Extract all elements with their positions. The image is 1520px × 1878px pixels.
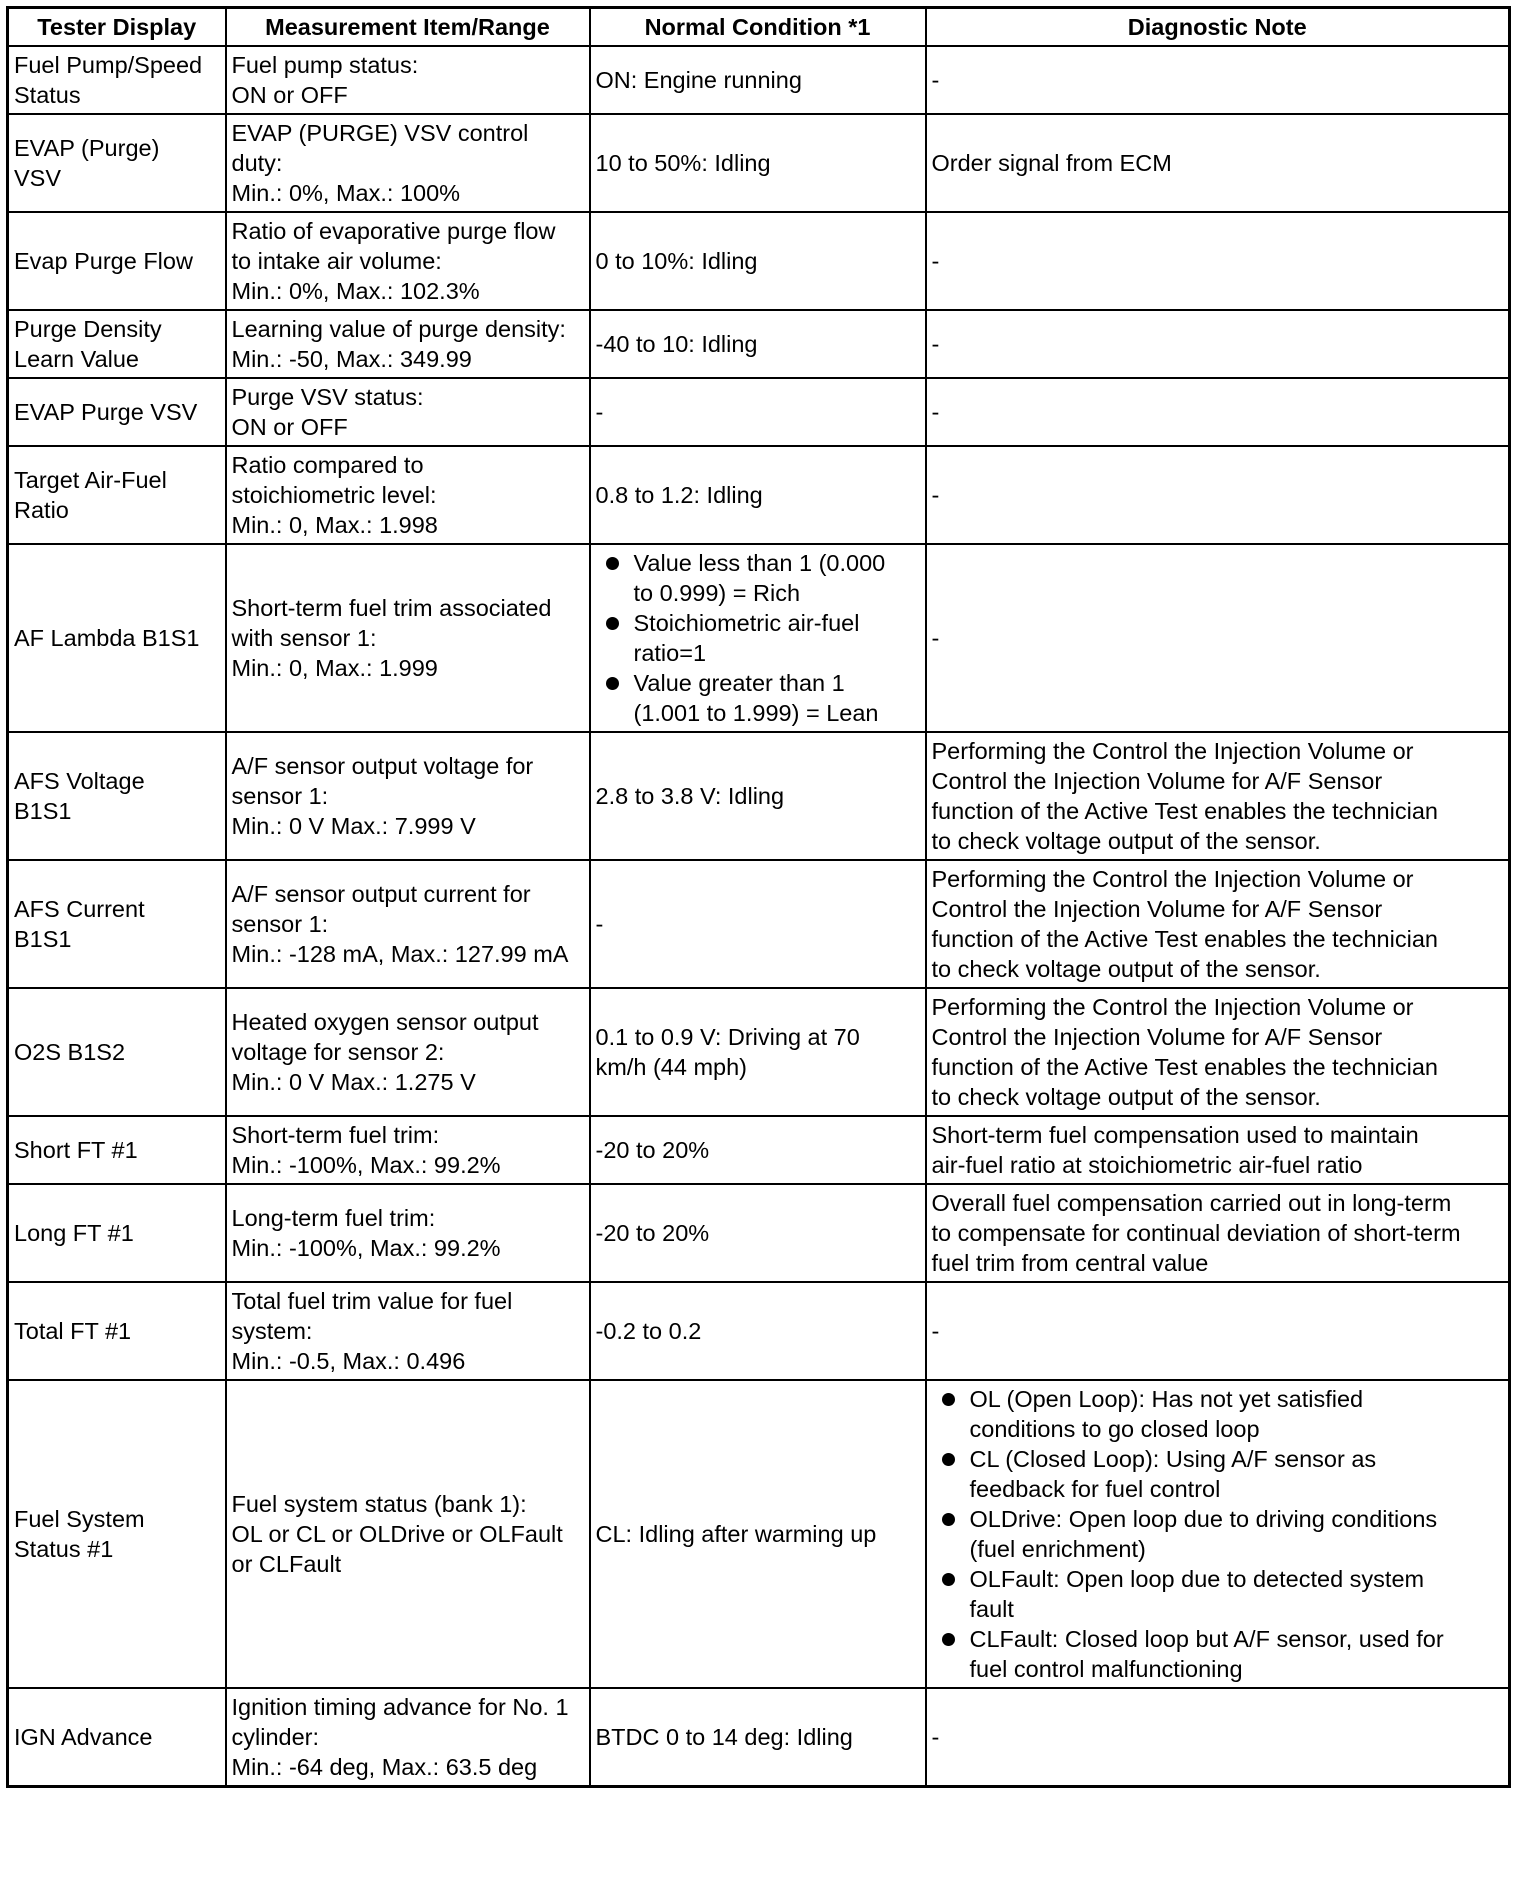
- cell-text-line: Short-term fuel trim:: [231, 1122, 440, 1148]
- cell-measurement-item: [226, 446, 590, 544]
- table-row: [8, 1116, 1510, 1184]
- cell-text-line: to intake air volume:: [231, 248, 442, 274]
- cell-measurement-item: [226, 46, 590, 114]
- cell-text-line: Performing the Control the Injection Volume or: [931, 738, 1414, 764]
- cell-text-line: (1.001 to 1.999) = Lean: [633, 700, 879, 726]
- cell-text-line: Min.: 0, Max.: 1.999: [231, 655, 438, 681]
- cell-text-line: -20 to 20%: [595, 1220, 710, 1246]
- cell-normal-condition: [590, 1282, 926, 1380]
- bullet-dot-icon: [606, 617, 619, 630]
- cell-text-line: 0.1 to 0.9 V: Driving at 70: [595, 1024, 860, 1050]
- cell-text-line: Purge Density: [14, 316, 162, 342]
- cell-text-line: Value greater than 1: [633, 670, 845, 696]
- bullet-dot-icon: [606, 557, 619, 570]
- cell-text-line: -: [931, 625, 940, 651]
- cell-text-line: with sensor 1:: [231, 625, 377, 651]
- cell-measurement-item: [226, 1282, 590, 1380]
- bullet-item: [932, 1384, 1504, 1444]
- cell-text-line: A/F sensor output current for: [231, 881, 531, 907]
- column-header-diagnostic-note: Diagnostic Note: [926, 8, 1510, 47]
- cell-measurement-item: [226, 378, 590, 446]
- cell-text-line: -: [931, 482, 940, 508]
- cell-text-line: B1S1: [14, 926, 72, 952]
- cell-text-line: 10 to 50%: Idling: [595, 150, 771, 176]
- cell-diagnostic-note: [926, 446, 1510, 544]
- table-row: [8, 860, 1510, 988]
- cell-measurement-item: [226, 860, 590, 988]
- cell-text-line: IGN Advance: [14, 1724, 153, 1750]
- cell-text-line: Fuel System: [14, 1506, 145, 1532]
- cell-text-line: OLFault: Open loop due to detected system: [969, 1566, 1425, 1592]
- cell-measurement-item: [226, 212, 590, 310]
- cell-text-line: Status: [14, 82, 81, 108]
- cell-tester-display: [8, 114, 226, 212]
- cell-text-line: function of the Active Test enables the technician: [931, 1054, 1438, 1080]
- cell-measurement-item: [226, 732, 590, 860]
- cell-normal-condition: [590, 1116, 926, 1184]
- cell-normal-condition: [590, 446, 926, 544]
- cell-tester-display: [8, 1282, 226, 1380]
- cell-text-line: Min.: 0 V Max.: 7.999 V: [231, 813, 476, 839]
- cell-text-line: Min.: 0%, Max.: 100%: [231, 180, 461, 206]
- cell-normal-condition: [590, 378, 926, 446]
- bullet-list: [596, 548, 920, 728]
- cell-text-line: to check voltage output of the sensor.: [931, 956, 1321, 982]
- bullet-item: [932, 1564, 1504, 1624]
- cell-diagnostic-note: [926, 544, 1510, 732]
- cell-text-line: OLDrive: Open loop due to driving conditions: [969, 1506, 1438, 1532]
- cell-text-line: function of the Active Test enables the technician: [931, 926, 1438, 952]
- cell-text-line: Short-term fuel trim associated: [231, 595, 552, 621]
- cell-text-line: Fuel pump status:: [231, 52, 419, 78]
- cell-text-line: VSV: [14, 165, 62, 191]
- table-row: [8, 1380, 1510, 1688]
- cell-text-line: fuel control malfunctioning: [969, 1656, 1243, 1682]
- cell-text-line: Min.: -50, Max.: 349.99: [231, 346, 472, 372]
- cell-text-line: 0 to 10%: Idling: [595, 248, 758, 274]
- cell-text-line: conditions to go closed loop: [969, 1416, 1260, 1442]
- cell-text-line: Ratio: [14, 497, 69, 523]
- cell-measurement-item: [226, 1688, 590, 1787]
- cell-measurement-item: [226, 1380, 590, 1688]
- cell-text-line: Min.: 0 V Max.: 1.275 V: [231, 1069, 476, 1095]
- cell-text-line: Min.: -100%, Max.: 99.2%: [231, 1152, 501, 1178]
- cell-text-line: -: [931, 399, 940, 425]
- cell-text-line: Min.: -64 deg, Max.: 63.5 deg: [231, 1754, 538, 1780]
- cell-text-line: AFS Current: [14, 896, 145, 922]
- cell-text-line: Ignition timing advance for No. 1: [231, 1694, 569, 1720]
- cell-text-line: Control the Injection Volume for A/F Sensor: [931, 896, 1383, 922]
- bullet-dot-icon: [942, 1393, 955, 1406]
- column-header-normal-condition: Normal Condition *1: [590, 8, 926, 47]
- cell-measurement-item: [226, 1116, 590, 1184]
- cell-text-line: Learn Value: [14, 346, 139, 372]
- bullet-item: [596, 668, 920, 728]
- cell-text-line: Min.: -100%, Max.: 99.2%: [231, 1235, 501, 1261]
- cell-normal-condition: [590, 1184, 926, 1282]
- table-row: [8, 212, 1510, 310]
- cell-text-line: function of the Active Test enables the technician: [931, 798, 1438, 824]
- cell-text-line: Purge VSV status:: [231, 384, 424, 410]
- cell-normal-condition: [590, 860, 926, 988]
- cell-diagnostic-note: [926, 988, 1510, 1116]
- cell-tester-display: [8, 1688, 226, 1787]
- cell-text-line: Min.: 0, Max.: 1.998: [231, 512, 438, 538]
- cell-text-line: 0.8 to 1.2: Idling: [595, 482, 763, 508]
- table-row: [8, 114, 1510, 212]
- bullet-dot-icon: [942, 1633, 955, 1646]
- cell-text-line: to 0.999) = Rich: [633, 580, 801, 606]
- cell-text-line: to check voltage output of the sensor.: [931, 1084, 1321, 1110]
- cell-diagnostic-note: [926, 378, 1510, 446]
- cell-tester-display: [8, 1184, 226, 1282]
- cell-text-line: CL: Idling after warming up: [595, 1521, 877, 1547]
- cell-text-line: Min.: -0.5, Max.: 0.496: [231, 1348, 466, 1374]
- cell-text-line: ON: Engine running: [595, 67, 802, 93]
- cell-text-line: -20 to 20%: [595, 1137, 710, 1163]
- cell-text-line: BTDC 0 to 14 deg: Idling: [595, 1724, 853, 1750]
- cell-text-line: -40 to 10: Idling: [595, 331, 758, 357]
- bullet-item: [932, 1504, 1504, 1564]
- bullet-text: [970, 1624, 1504, 1684]
- cell-text-line: Short FT #1: [14, 1137, 138, 1163]
- cell-text-line: A/F sensor output voltage for: [231, 753, 534, 779]
- cell-diagnostic-note: [926, 860, 1510, 988]
- bullet-text: [634, 548, 920, 608]
- cell-text-line: CLFault: Closed loop but A/F sensor, used for: [969, 1626, 1444, 1652]
- table-row: [8, 732, 1510, 860]
- cell-text-line: Overall fuel compensation carried out in long-term: [931, 1190, 1452, 1216]
- cell-text-line: (fuel enrichment): [969, 1536, 1146, 1562]
- cell-normal-condition: [590, 988, 926, 1116]
- bullet-list: [932, 1384, 1504, 1684]
- table-row: [8, 46, 1510, 114]
- cell-text-line: -: [931, 248, 940, 274]
- cell-normal-condition: [590, 1688, 926, 1787]
- cell-text-line: Target Air-Fuel: [14, 467, 167, 493]
- cell-text-line: sensor 1:: [231, 911, 329, 937]
- table-row: [8, 1282, 1510, 1380]
- cell-text-line: -: [931, 331, 940, 357]
- cell-text-line: Long-term fuel trim:: [231, 1205, 436, 1231]
- cell-text-line: -: [931, 1318, 940, 1344]
- table-header-row: [8, 8, 1510, 47]
- bullet-text: [970, 1444, 1504, 1504]
- bullet-text: [634, 668, 920, 728]
- table-row: [8, 988, 1510, 1116]
- cell-text-line: km/h (44 mph): [595, 1054, 747, 1080]
- bullet-dot-icon: [942, 1513, 955, 1526]
- cell-text-line: Total fuel trim value for fuel: [231, 1288, 513, 1314]
- cell-text-line: Ratio of evaporative purge flow: [231, 218, 556, 244]
- cell-text-line: cylinder:: [231, 1724, 320, 1750]
- cell-normal-condition: [590, 732, 926, 860]
- cell-text-line: sensor 1:: [231, 783, 329, 809]
- cell-normal-condition: [590, 46, 926, 114]
- cell-tester-display: [8, 544, 226, 732]
- cell-normal-condition: [590, 212, 926, 310]
- cell-text-line: Control the Injection Volume for A/F Sensor: [931, 768, 1383, 794]
- cell-text-line: AF Lambda B1S1: [14, 625, 200, 651]
- cell-text-line: Control the Injection Volume for A/F Sensor: [931, 1024, 1383, 1050]
- cell-text-line: Heated oxygen sensor output: [231, 1009, 539, 1035]
- cell-text-line: Performing the Control the Injection Volume or: [931, 994, 1414, 1020]
- cell-diagnostic-note: [926, 1688, 1510, 1787]
- bullet-text: [970, 1384, 1504, 1444]
- cell-text-line: Total FT #1: [14, 1318, 132, 1344]
- table-row: [8, 310, 1510, 378]
- cell-text-line: Value less than 1 (0.000: [633, 550, 886, 576]
- cell-text-line: -: [931, 1724, 940, 1750]
- cell-tester-display: [8, 1380, 226, 1688]
- bullet-item: [932, 1444, 1504, 1504]
- cell-text-line: ON or OFF: [231, 82, 348, 108]
- table-row: [8, 1184, 1510, 1282]
- cell-normal-condition: [590, 544, 926, 732]
- cell-text-line: -: [931, 67, 940, 93]
- cell-tester-display: [8, 212, 226, 310]
- cell-text-line: AFS Voltage: [14, 768, 145, 794]
- cell-text-line: Status #1: [14, 1536, 114, 1562]
- cell-measurement-item: [226, 544, 590, 732]
- cell-text-line: Performing the Control the Injection Volume or: [931, 866, 1414, 892]
- cell-text-line: fuel trim from central value: [931, 1250, 1209, 1276]
- table-row: [8, 544, 1510, 732]
- cell-text-line: Min.: 0%, Max.: 102.3%: [231, 278, 480, 304]
- cell-diagnostic-note: [926, 1380, 1510, 1688]
- cell-diagnostic-note: [926, 212, 1510, 310]
- cell-text-line: B1S1: [14, 798, 72, 824]
- cell-text-line: ratio=1: [633, 640, 707, 666]
- bullet-item: [596, 548, 920, 608]
- cell-diagnostic-note: [926, 114, 1510, 212]
- cell-text-line: ON or OFF: [231, 414, 348, 440]
- column-header-measurement-item: Measurement Item/Range: [226, 8, 590, 47]
- cell-text-line: to compensate for continual deviation of short-term: [931, 1220, 1461, 1246]
- cell-text-line: 2.8 to 3.8 V: Idling: [595, 783, 785, 809]
- cell-normal-condition: [590, 114, 926, 212]
- cell-tester-display: [8, 860, 226, 988]
- cell-text-line: OL or CL or OLDrive or OLFault: [231, 1521, 563, 1547]
- data-list-sheet: [6, 6, 1508, 1788]
- cell-tester-display: [8, 378, 226, 446]
- cell-tester-display: [8, 310, 226, 378]
- bullet-text: [970, 1564, 1504, 1624]
- cell-text-line: Fuel Pump/Speed: [14, 52, 203, 78]
- cell-text-line: Order signal from ECM: [931, 150, 1172, 176]
- cell-text-line: air-fuel ratio at stoichiometric air-fuel ratio: [931, 1152, 1363, 1178]
- cell-tester-display: [8, 732, 226, 860]
- bullet-text: [970, 1504, 1504, 1564]
- cell-measurement-item: [226, 1184, 590, 1282]
- cell-text-line: feedback for fuel control: [969, 1476, 1221, 1502]
- cell-text-line: -: [595, 911, 604, 937]
- cell-text-line: -0.2 to 0.2: [595, 1318, 702, 1344]
- bullet-item: [932, 1624, 1504, 1684]
- table-row: [8, 378, 1510, 446]
- cell-tester-display: [8, 988, 226, 1116]
- cell-diagnostic-note: [926, 1184, 1510, 1282]
- cell-text-line: Fuel system status (bank 1):: [231, 1491, 527, 1517]
- cell-text-line: O2S B1S2: [14, 1039, 126, 1065]
- cell-text-line: Long FT #1: [14, 1220, 134, 1246]
- cell-text-line: OL (Open Loop): Has not yet satisfied: [969, 1386, 1364, 1412]
- cell-text-line: Learning value of purge density:: [231, 316, 566, 342]
- cell-normal-condition: [590, 310, 926, 378]
- cell-text-line: voltage for sensor 2:: [231, 1039, 445, 1065]
- bullet-text: [634, 608, 920, 668]
- cell-text-line: Stoichiometric air-fuel: [633, 610, 860, 636]
- cell-text-line: fault: [969, 1596, 1014, 1622]
- cell-diagnostic-note: [926, 1282, 1510, 1380]
- cell-text-line: stoichiometric level:: [231, 482, 437, 508]
- table-row: [8, 1688, 1510, 1787]
- cell-text-line: system:: [231, 1318, 313, 1344]
- cell-tester-display: [8, 446, 226, 544]
- bullet-dot-icon: [942, 1453, 955, 1466]
- cell-diagnostic-note: [926, 310, 1510, 378]
- cell-text-line: CL (Closed Loop): Using A/F sensor as: [969, 1446, 1377, 1472]
- cell-diagnostic-note: [926, 1116, 1510, 1184]
- cell-normal-condition: [590, 1380, 926, 1688]
- cell-text-line: Short-term fuel compensation used to maintain: [931, 1122, 1419, 1148]
- cell-measurement-item: [226, 988, 590, 1116]
- bullet-item: [596, 608, 920, 668]
- cell-text-line: EVAP (Purge): [14, 135, 160, 161]
- table-row: [8, 446, 1510, 544]
- cell-tester-display: [8, 1116, 226, 1184]
- cell-text-line: to check voltage output of the sensor.: [931, 828, 1321, 854]
- cell-diagnostic-note: [926, 732, 1510, 860]
- cell-text-line: EVAP Purge VSV: [14, 399, 198, 425]
- data-list-table: [6, 6, 1511, 1788]
- bullet-dot-icon: [606, 677, 619, 690]
- cell-text-line: Evap Purge Flow: [14, 248, 193, 274]
- cell-text-line: or CLFault: [231, 1551, 342, 1577]
- cell-measurement-item: [226, 310, 590, 378]
- cell-text-line: EVAP (PURGE) VSV control: [231, 120, 529, 146]
- cell-tester-display: [8, 46, 226, 114]
- column-header-tester-display: Tester Display: [8, 8, 226, 47]
- cell-diagnostic-note: [926, 46, 1510, 114]
- cell-text-line: duty:: [231, 150, 283, 176]
- cell-text-line: Min.: -128 mA, Max.: 127.99 mA: [231, 941, 569, 967]
- cell-text-line: Ratio compared to: [231, 452, 424, 478]
- cell-text-line: -: [595, 399, 604, 425]
- bullet-dot-icon: [942, 1573, 955, 1586]
- cell-measurement-item: [226, 114, 590, 212]
